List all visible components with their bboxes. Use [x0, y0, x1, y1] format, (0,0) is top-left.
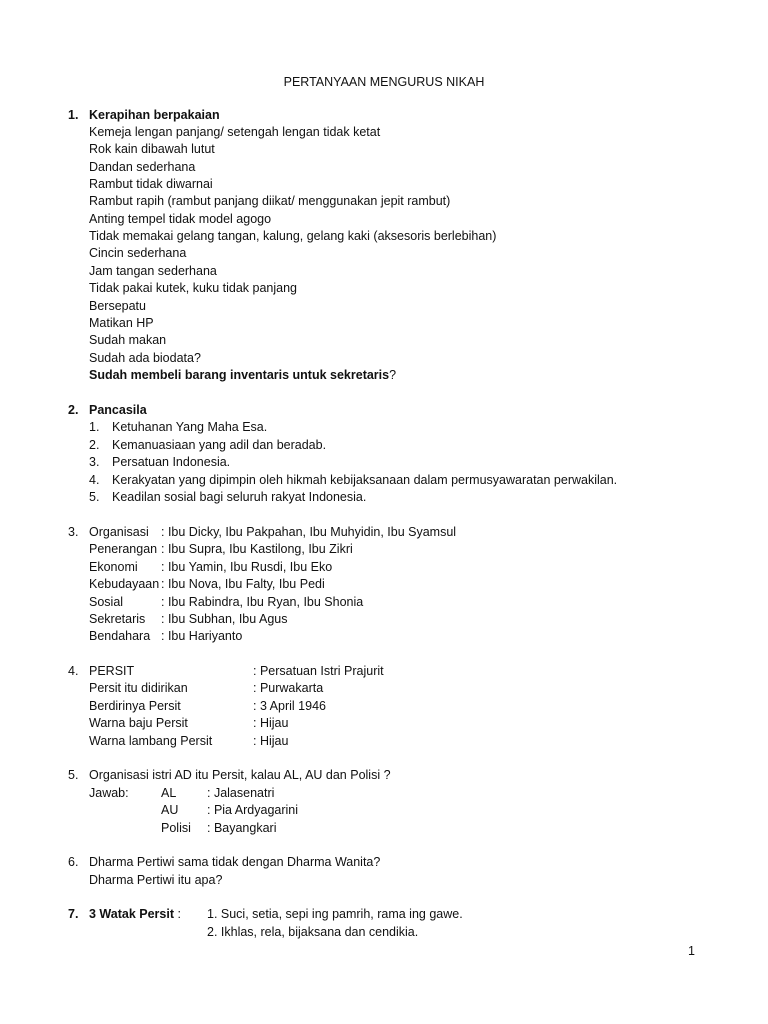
row-value: : Ibu Dicky, Ibu Pakpahan, Ibu Muhyidin, Ibu Syamsul — [161, 525, 457, 539]
list-item: Rambut rapih (rambut panjang diikat/ menggunakan jepit rambut) — [89, 194, 451, 208]
question-text: Organisasi istri AD itu Persit, kalau AL, AU dan Polisi ? — [89, 768, 391, 782]
list-item: Sudah ada biodata? — [89, 351, 201, 365]
answer-value: : Jalasenatri — [207, 786, 275, 800]
row-value: : Ibu Hariyanto — [161, 629, 243, 643]
bold-question: Sudah membeli barang inventaris untuk sekretaris — [89, 368, 390, 382]
question-mark: ? — [389, 368, 397, 382]
heading-colon: : — [174, 907, 181, 921]
section-number: 7. — [68, 907, 79, 921]
row-label: PERSIT — [89, 664, 135, 678]
row-value: : Persatuan Istri Prajurit — [253, 664, 384, 678]
section-heading: Pancasila — [89, 403, 147, 417]
row-value: : Ibu Supra, Ibu Kastilong, Ibu Zikri — [161, 542, 353, 556]
list-item: Dandan sederhana — [89, 160, 196, 174]
question-text: Dharma Pertiwi itu apa? — [89, 873, 223, 887]
section-heading: Kerapihan berpakaian — [89, 108, 220, 122]
list-item: Kerakyatan yang dipimpin oleh hikmah kebijaksanaan dalam permusyawaratan perwakilan. — [112, 473, 618, 487]
question-text: Dharma Pertiwi sama tidak dengan Dharma Wanita? — [89, 855, 381, 869]
list-number: 4. — [89, 473, 100, 487]
list-number: 5. — [89, 490, 100, 504]
list-item: Jam tangan sederhana — [89, 264, 217, 278]
row-label: Bendahara — [89, 629, 151, 643]
list-item: Sudah makan — [89, 333, 167, 347]
section-number: 3. — [68, 525, 79, 539]
list-item: Persatuan Indonesia. — [112, 455, 231, 469]
list-item — [89, 367, 396, 384]
answer-key: AL — [161, 786, 177, 800]
list-item: Tidak memakai gelang tangan, kalung, gelang kaki (aksesoris berlebihan) — [89, 229, 497, 243]
section-number: 1. — [68, 108, 79, 122]
answer-value: : Pia Ardyagarini — [207, 803, 299, 817]
row-value: : Ibu Nova, Ibu Falty, Ibu Pedi — [161, 577, 325, 591]
row-label: Ekonomi — [89, 560, 138, 574]
section-number: 4. — [68, 664, 79, 678]
row-label: Sosial — [89, 595, 124, 609]
heading-bold: 3 Watak Persit — [89, 907, 174, 921]
section-heading — [89, 906, 181, 923]
row-label: Sekretaris — [89, 612, 146, 626]
row-value: : Ibu Rabindra, Ibu Ryan, Ibu Shonia — [161, 595, 364, 609]
list-item: Ketuhanan Yang Maha Esa. — [112, 420, 268, 434]
section-number: 2. — [68, 403, 79, 417]
list-item: Matikan HP — [89, 316, 154, 330]
row-value: : Ibu Yamin, Ibu Rusdi, Ibu Eko — [161, 560, 333, 574]
list-number: 3. — [89, 455, 100, 469]
row-value: : 3 April 1946 — [253, 699, 326, 713]
list-item: Kemanuasiaan yang adil dan beradab. — [112, 438, 327, 452]
list-number: 2. — [89, 438, 100, 452]
list-item: Tidak pakai kutek, kuku tidak panjang — [89, 281, 297, 295]
list-item: Keadilan sosial bagi seluruh rakyat Indonesia. — [112, 490, 367, 504]
row-label: Warna baju Persit — [89, 716, 188, 730]
row-value: : Purwakarta — [253, 681, 324, 695]
list-item: Kemeja lengan panjang/ setengah lengan tidak ketat — [89, 125, 381, 139]
row-value: : Hijau — [253, 734, 289, 748]
list-item: Bersepatu — [89, 299, 146, 313]
row-label: Penerangan — [89, 542, 158, 556]
row-value: : Ibu Subhan, Ibu Agus — [161, 612, 288, 626]
row-label: Warna lambang Persit — [89, 734, 213, 748]
answer-key: AU — [161, 803, 179, 817]
list-number: 1. — [89, 420, 100, 434]
answer-label: Jawab: — [89, 786, 129, 800]
page-number: 1 — [688, 944, 695, 958]
row-label: Persit itu didirikan — [89, 681, 188, 695]
row-value: : Hijau — [253, 716, 289, 730]
row-label: Kebudayaan — [89, 577, 160, 591]
list-item: Anting tempel tidak model agogo — [89, 212, 272, 226]
list-item: Rambut tidak diwarnai — [89, 177, 213, 191]
row-label: Organisasi — [89, 525, 149, 539]
section-number: 6. — [68, 855, 79, 869]
answer-key: Polisi — [161, 821, 191, 835]
list-item: Rok kain dibawah lutut — [89, 142, 215, 156]
answer-value: : Bayangkari — [207, 821, 277, 835]
list-item: 2. Ikhlas, rela, bijaksana dan cendikia. — [207, 925, 419, 939]
section-number: 5. — [68, 768, 79, 782]
page-title: PERTANYAAN MENGURUS NIKAH — [283, 75, 485, 89]
list-item: Cincin sederhana — [89, 246, 187, 260]
list-item: 1. Suci, setia, sepi ing pamrih, rama ing gawe. — [207, 907, 463, 921]
row-label: Berdirinya Persit — [89, 699, 181, 713]
